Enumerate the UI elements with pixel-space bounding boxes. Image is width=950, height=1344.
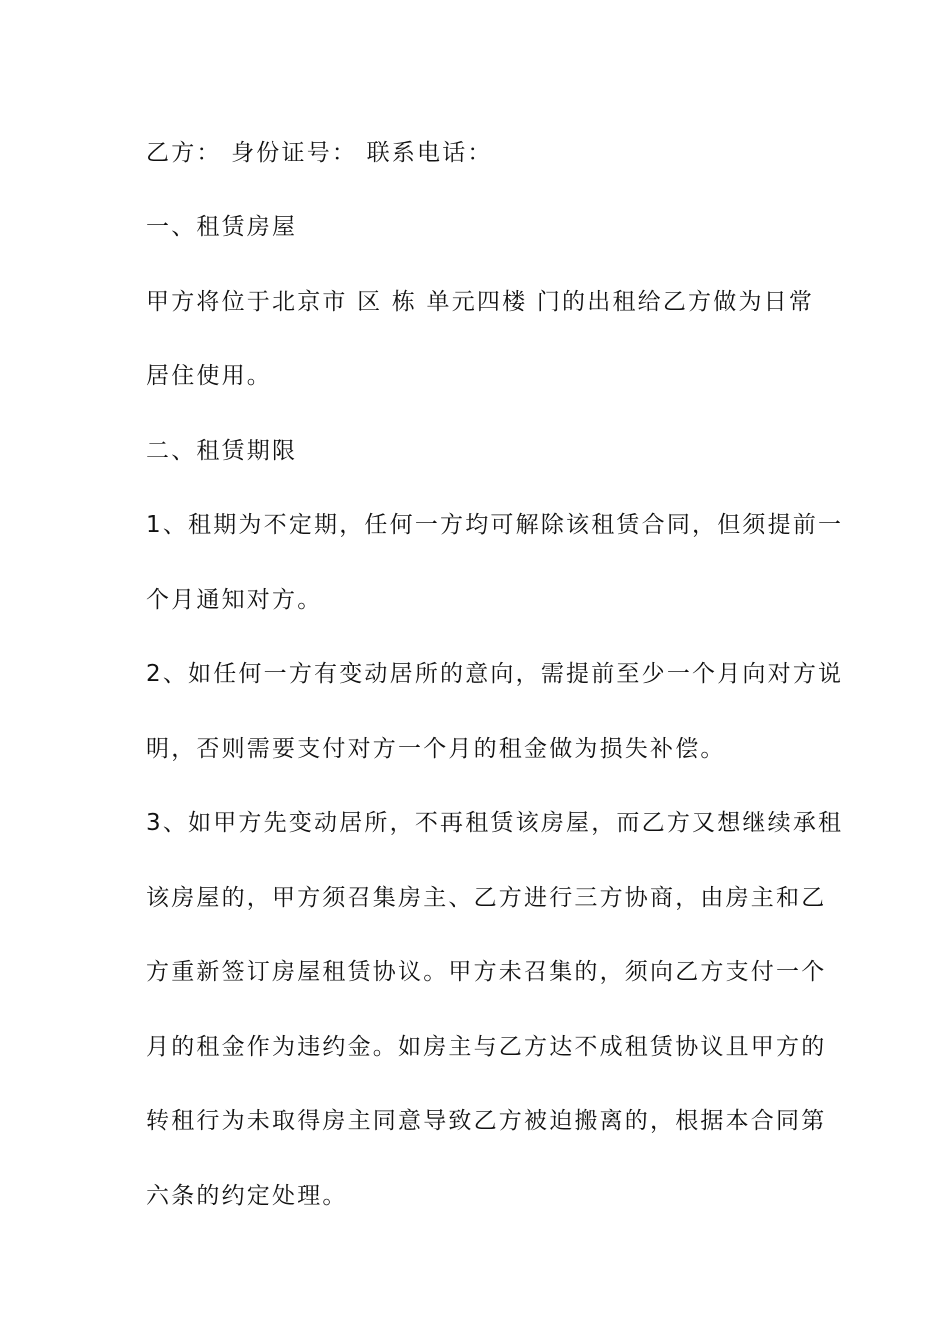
paragraph-line: 2、如任何一方有变动居所的意向，需提前至少一个月向对方说 <box>146 661 844 687</box>
paragraph-line: 甲方将位于北京市 区 栋 单元四楼 门的出租给乙方做为日常 <box>146 289 815 315</box>
paragraph-line: 月的租金作为违约金。如房主与乙方达不成租赁协议且甲方的 <box>146 1034 827 1060</box>
paragraph-line: 六条的约定处理。 <box>146 1183 348 1209</box>
paragraph-line: 该房屋的，甲方须召集房主、乙方进行三方协商，由房主和乙 <box>146 885 827 911</box>
paragraph-line: 明，否则需要支付对方一个月的租金做为损失补偿。 <box>146 736 726 762</box>
paragraph-line: 转租行为未取得房主同意导致乙方被迫搬离的，根据本合同第 <box>146 1108 827 1134</box>
paragraph-line: 居住使用。 <box>146 363 272 389</box>
paragraph-line: 1、租期为不定期，任何一方均可解除该租赁合同，但须提前一 <box>146 512 844 538</box>
paragraph-line: 方重新签订房屋租赁协议。甲方未召集的，须向乙方支付一个 <box>146 959 827 985</box>
paragraph-line: 个月通知对方。 <box>146 587 323 613</box>
section-heading-rental-house: 一、租赁房屋 <box>146 214 298 240</box>
party-b-info-line: 乙方： 身份证号： 联系电话： <box>146 140 493 166</box>
paragraph-line: 3、如甲方先变动居所，不再租赁该房屋，而乙方又想继续承租 <box>146 810 844 836</box>
section-heading-rental-term: 二、租赁期限 <box>146 438 298 464</box>
